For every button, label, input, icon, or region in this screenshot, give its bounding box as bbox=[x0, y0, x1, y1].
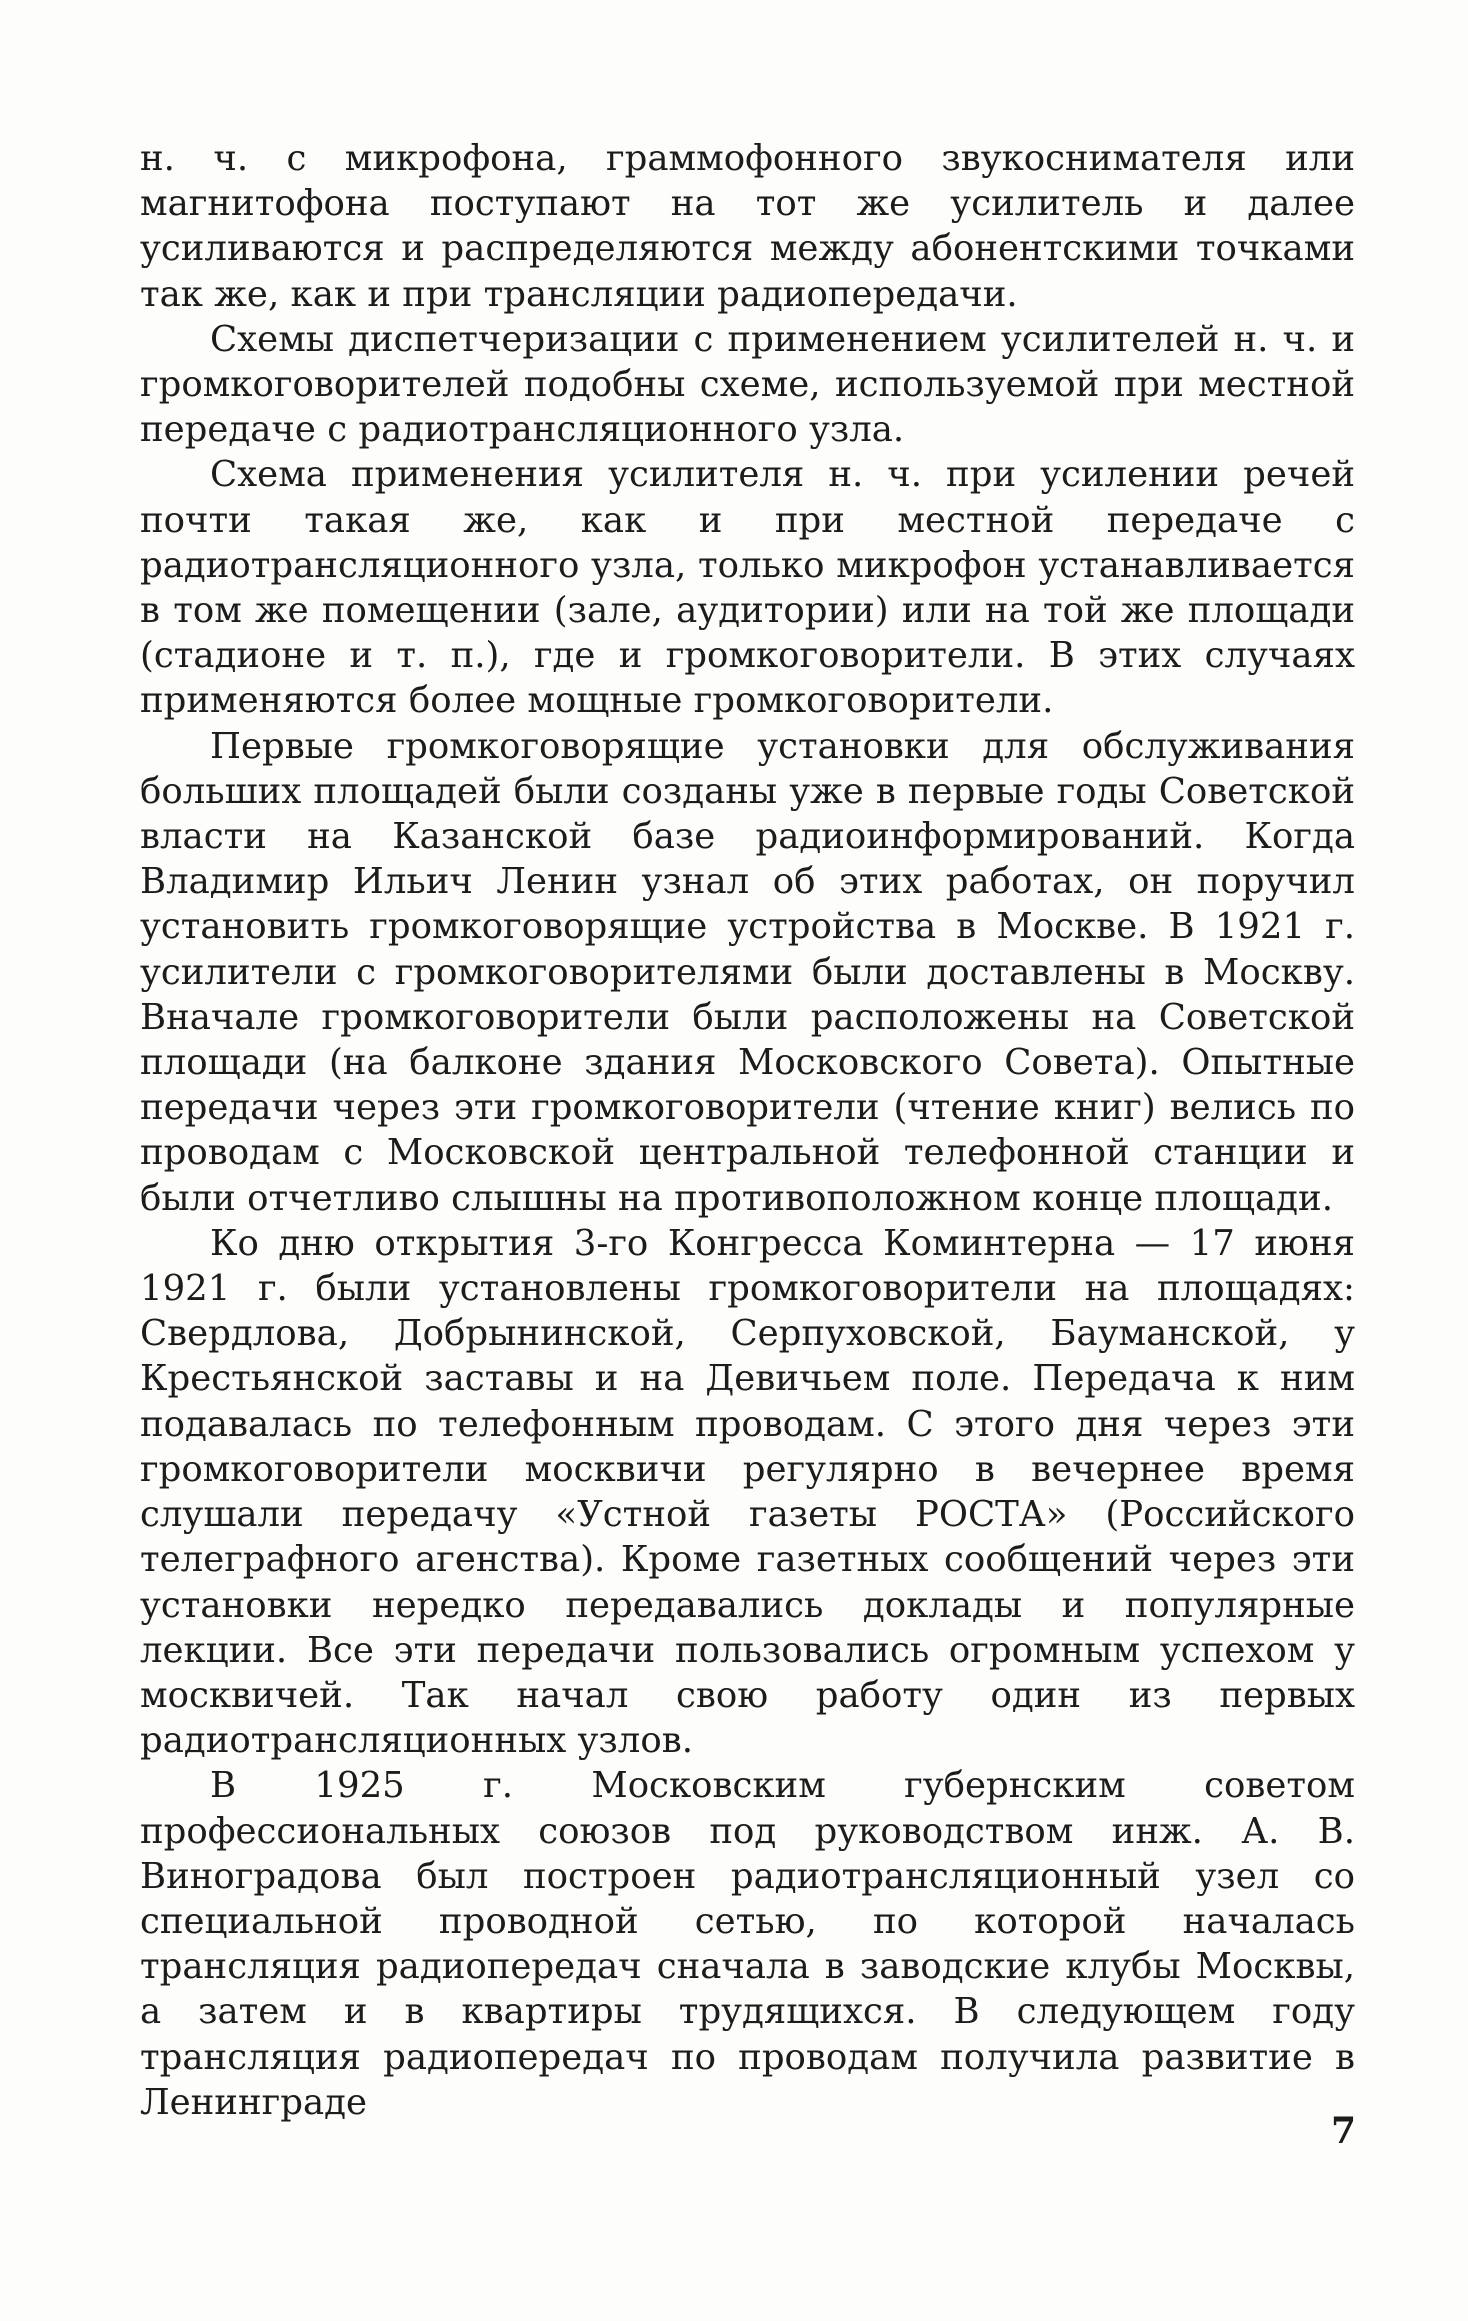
body-text bbox=[140, 136, 1355, 2125]
paragraph-comintern-congress: Ко дню открытия 3-го Конгресса Коминтерна — 17 июня 1921 г. были установлены громкоговорители на площадях: Свердлова, Добрынинской, Серпуховской, Бауманской, у Крестьянской заставы и на Девичьем поле. Передача к ним подавалась по телефонным проводам. С этого дня через эти громкоговорители москвичи регулярно в вечернее время слушали передачу «Устной газеты РОСТА» (Российского телеграфного агенства). Кроме газетных сообщений через эти установки нередко передавались доклады и популярные лекции. Все эти передачи пользовались огромным успехом у москвичей. Так начал свою работу один из первых радиотрансляционных узлов. bbox=[140, 1222, 1355, 1762]
paragraph-continued: н. ч. с микрофона, граммофонного звукоснимателя или магнитофона поступают на тот же усилитель и далее усиливаются и распределяются между абонентскими точками так же, как и при трансляции радиопередачи. bbox=[140, 138, 1355, 315]
paragraph-first-installations: Первые громкоговорящие установки для обслуживания больших площадей были созданы уже в первые годы Советской власти на Казанской базе радиоинформирований. Когда Владимир Ильич Ленин узнал об этих работах, он поручил установить громкоговорящие устройства в Москве. В 1921 г. усилители с громкоговорителями были доставлены в Москву. Вначале громкоговорители были расположены на Советской площади (на балконе здания Московского Совета). Опытные передачи через эти громкоговорители (чтение книг) велись по проводам с Московской центральной телефонной станции и были отчетливо слышны на противоположном конце площади. bbox=[140, 725, 1355, 1219]
paragraph-dispatch-schemes: Схемы диспетчеризации с применением усилителей н. ч. и громкоговорителей подобны схеме, используемой при местной передаче с радиотрансляционного узла. bbox=[140, 318, 1355, 451]
page-number: 7 bbox=[1330, 2110, 1356, 2152]
paragraph-speech-amplification: Схема применения усилителя н. ч. при усилении речей почти такая же, как и при местной передаче с радиотрансляционного узла, только микрофон устанавливается в том же помещении (зале, аудитории) или на той же площади (стадионе и т. п.), где и громкоговорители. В этих случаях применяются более мощные громкоговорители. bbox=[140, 454, 1355, 722]
paragraph-1925-node: В 1925 г. Московским губернским советом профессиональных союзов под руководством инж. А. В. Виноградова был построен радиотрансляционный узел со специальной проводной сетью, по которой началась трансляция радиопередач сначала в заводские клубы Москвы, а затем и в квартиры трудящихся. В следующем году трансляция радиопередач по проводам получила развитие в Ленинграде bbox=[140, 1765, 1355, 2123]
